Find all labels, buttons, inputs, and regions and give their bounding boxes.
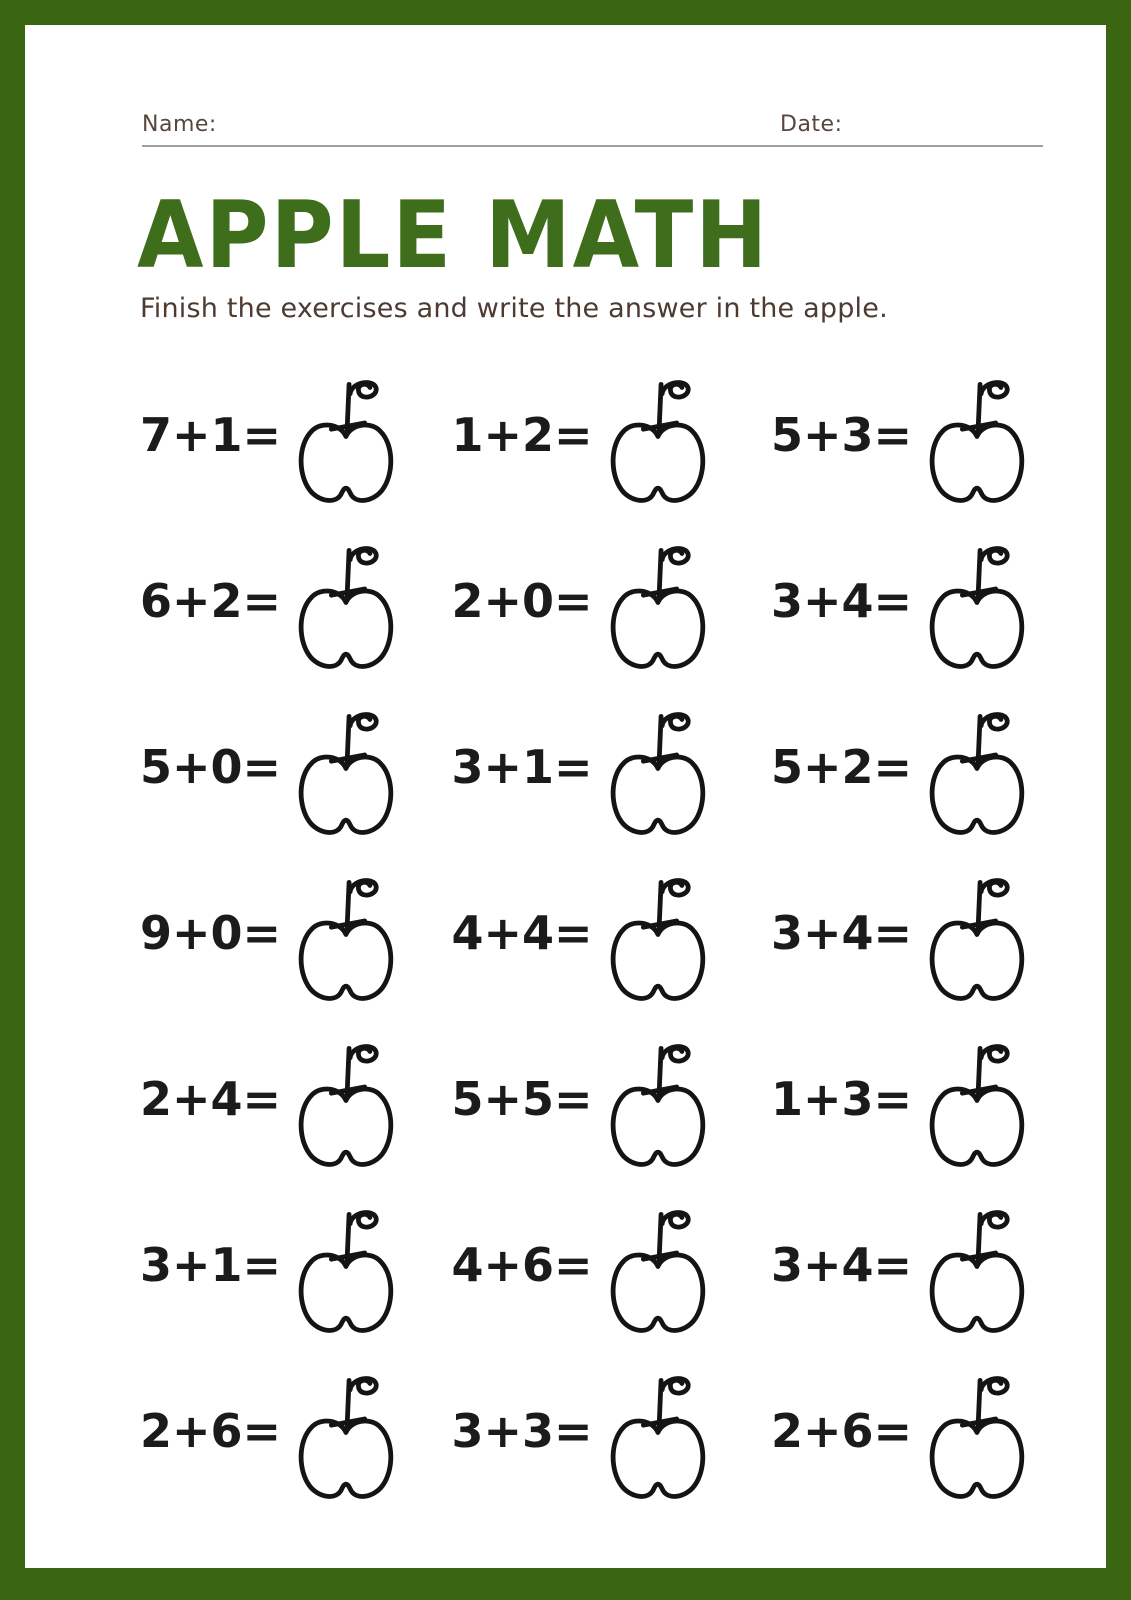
apple-outline-icon (596, 542, 722, 688)
apple-outline-icon (596, 1206, 722, 1352)
exercise-equation: 4+6= (451, 1238, 593, 1292)
apple-body (613, 591, 703, 666)
worksheet-page (25, 25, 1106, 1568)
exercise-equation: 3+1= (451, 740, 593, 794)
exercise-cell (731, 1182, 1041, 1348)
apple-outline-icon (596, 708, 722, 854)
exercise-grid (140, 352, 1041, 1514)
apple-body (301, 591, 391, 666)
apple-outline-icon (915, 1040, 1041, 1186)
apple-body (932, 1421, 1022, 1496)
page-title: APPLE MATH (137, 181, 770, 290)
apple-outline-icon (915, 874, 1041, 1020)
apple-leaf-spiral (662, 715, 688, 730)
exercise-cell (140, 1182, 436, 1348)
exercise-equation: 2+6= (140, 1404, 282, 1458)
exercise-cell (436, 518, 732, 684)
exercise-cell (436, 850, 732, 1016)
exercise-equation: 2+0= (451, 574, 593, 628)
apple-outline-icon (915, 1206, 1041, 1352)
apple-body (613, 425, 703, 500)
exercise-cell (436, 1016, 732, 1182)
exercise-equation: 1+2= (451, 408, 593, 462)
apple-body (932, 757, 1022, 832)
apple-body (301, 1421, 391, 1496)
apple-leaf-spiral (350, 1047, 376, 1062)
exercise-cell (436, 684, 732, 850)
apple-outline-icon (915, 1372, 1041, 1518)
apple-body (932, 591, 1022, 666)
exercise-equation: 2+6= (771, 1404, 913, 1458)
apple-body (613, 1421, 703, 1496)
apple-outline-icon (596, 376, 722, 522)
apple-leaf-spiral (981, 1047, 1007, 1062)
apple-leaf-spiral (350, 881, 376, 896)
apple-body (932, 425, 1022, 500)
apple-outline-icon (915, 542, 1041, 688)
apple-leaf-spiral (981, 383, 1007, 398)
exercise-cell (436, 352, 732, 518)
apple-outline-icon (596, 1040, 722, 1186)
exercise-equation: 3+3= (451, 1404, 593, 1458)
exercise-equation: 3+4= (771, 1238, 913, 1292)
exercise-equation: 6+2= (140, 574, 282, 628)
exercise-equation: 7+1= (140, 408, 282, 462)
apple-leaf-spiral (981, 1379, 1007, 1394)
exercise-equation: 4+4= (451, 906, 593, 960)
apple-body (301, 923, 391, 998)
apple-leaf-spiral (662, 383, 688, 398)
apple-body (613, 1089, 703, 1164)
apple-leaf-spiral (662, 1213, 688, 1228)
apple-leaf-spiral (981, 881, 1007, 896)
apple-outline-icon (284, 1206, 410, 1352)
apple-leaf-spiral (981, 1213, 1007, 1228)
apple-body (932, 1255, 1022, 1330)
apple-outline-icon (596, 1372, 722, 1518)
apple-outline-icon (284, 708, 410, 854)
apple-body (301, 1089, 391, 1164)
exercise-cell (731, 1348, 1041, 1514)
exercise-cell (731, 1016, 1041, 1182)
exercise-cell (140, 684, 436, 850)
apple-outline-icon (915, 376, 1041, 522)
apple-leaf-spiral (350, 549, 376, 564)
exercise-cell (140, 1348, 436, 1514)
apple-outline-icon (284, 542, 410, 688)
exercise-cell (140, 352, 436, 518)
apple-outline-icon (596, 874, 722, 1020)
apple-leaf-spiral (662, 1047, 688, 1062)
apple-leaf-spiral (350, 1379, 376, 1394)
exercise-equation: 3+4= (771, 574, 913, 628)
name-label: Name: (142, 112, 217, 137)
apple-body (301, 757, 391, 832)
exercise-equation: 5+3= (771, 408, 913, 462)
apple-outline-icon (284, 874, 410, 1020)
exercise-equation: 3+4= (771, 906, 913, 960)
apple-leaf-spiral (662, 549, 688, 564)
exercise-equation: 5+0= (140, 740, 282, 794)
exercise-equation: 5+2= (771, 740, 913, 794)
apple-leaf-spiral (981, 715, 1007, 730)
apple-body (932, 1089, 1022, 1164)
apple-outline-icon (284, 376, 410, 522)
exercise-cell (731, 518, 1041, 684)
exercise-cell (731, 850, 1041, 1016)
apple-leaf-spiral (662, 881, 688, 896)
apple-leaf-spiral (350, 383, 376, 398)
apple-leaf-spiral (981, 549, 1007, 564)
date-label: Date: (780, 112, 843, 137)
header-underline (142, 113, 1043, 147)
apple-body (613, 1255, 703, 1330)
apple-body (613, 923, 703, 998)
exercise-cell (436, 1182, 732, 1348)
exercise-cell (731, 352, 1041, 518)
apple-leaf-spiral (662, 1379, 688, 1394)
exercise-cell (140, 1016, 436, 1182)
exercise-equation: 1+3= (771, 1072, 913, 1126)
apple-outline-icon (284, 1040, 410, 1186)
exercise-equation: 3+1= (140, 1238, 282, 1292)
exercise-equation: 9+0= (140, 906, 282, 960)
apple-body (301, 1255, 391, 1330)
apple-body (613, 757, 703, 832)
apple-leaf-spiral (350, 715, 376, 730)
apple-body (301, 425, 391, 500)
apple-outline-icon (915, 708, 1041, 854)
exercise-equation: 5+5= (451, 1072, 593, 1126)
exercise-cell (140, 518, 436, 684)
page-subtitle: Finish the exercises and write the answer in the apple. (140, 293, 888, 324)
exercise-cell (140, 850, 436, 1016)
apple-body (932, 923, 1022, 998)
apple-leaf-spiral (350, 1213, 376, 1228)
apple-outline-icon (284, 1372, 410, 1518)
exercise-equation: 2+4= (140, 1072, 282, 1126)
exercise-cell (436, 1348, 732, 1514)
exercise-cell (731, 684, 1041, 850)
